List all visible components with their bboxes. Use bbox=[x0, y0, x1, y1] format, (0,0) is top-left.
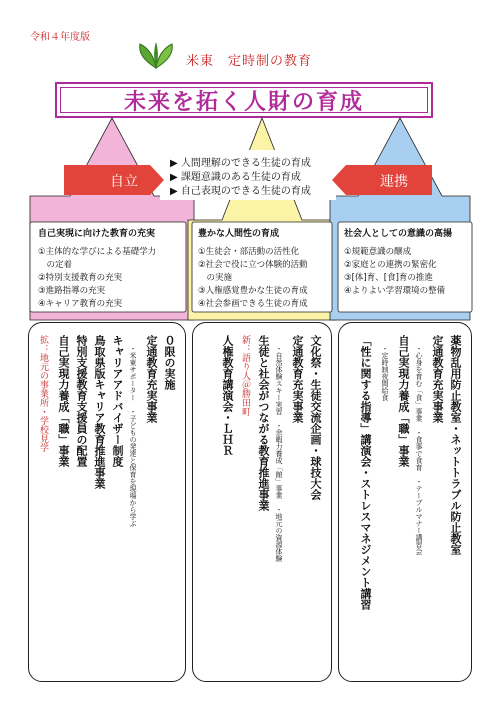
column-left: ０限の実施 定通教育充実事業 ・米東サポーター ・子どもの発達と保育を現場から学ぶ キャリアアドバイザー制度 鳥取県版キャリア教育推進事業 特別支援教育支援員の配置 自己実現力養成「職」事業 拡：地元の事業所・学校見学 bbox=[28, 322, 186, 682]
main-title: 未来を拓く人財の育成 bbox=[123, 89, 364, 115]
goal-item: ▶ 人間理解のできる生徒の育成 bbox=[170, 158, 311, 169]
goal-item: ▶ 自己表現のできる生徒の育成 bbox=[170, 186, 311, 197]
column-right: 薬物乱用防止教室・ネットトラブル防止教室 定通教育充実事業 ・心身を育む「食」事業 ・食事で食育 ・テーブルマナー講習会 自己実現力養成「職」事業 ・定時制夜間給食 「性に関する指導」講演会・ストレスマネジメント講習 bbox=[338, 322, 472, 682]
jiritsu-label: 自立 bbox=[110, 174, 138, 190]
school-name: 米東 定時制の教育 bbox=[186, 54, 313, 69]
goal-bullets bbox=[170, 157, 311, 199]
renkei-label: 連携 bbox=[380, 174, 408, 190]
section-center: 豊かな人間性の育成 ①生徒会・部活動の活性化 ②社会で役に立つ体験的活動 の実施 ③人権感覚豊かな生徒の育成 ④社会参画できる生徒の育成 bbox=[198, 229, 308, 309]
goal-item: ▶ 課題意識のある生徒の育成 bbox=[170, 172, 301, 183]
column-center: 文化祭・生徒交流企画・球技大会 定通教育充実事業 ・自然体験スキー実習 ・余暇力養成「館」事業 ・地元の資源体験 生徒と社会がつながる教育推進事業 新：語り人＠勝田町 人権教育講演会・ＬＨＲ bbox=[192, 322, 332, 682]
edition-label: 令和４年度版 bbox=[30, 32, 90, 43]
section-right: 社会人としての意識の高揚 ①規範意識の醸成 ②家庭との連携の緊密化 ③[体]育、[食]育の推進 ④よりよい学習環境の整備 bbox=[344, 229, 453, 296]
section-left: 自己実現に向けた教育の充実 ①主体的な学びによる基礎学力 の定着 ②特別支援教育の充実 ③進路指導の充実 ④キャリア教育の充実 bbox=[38, 229, 157, 309]
